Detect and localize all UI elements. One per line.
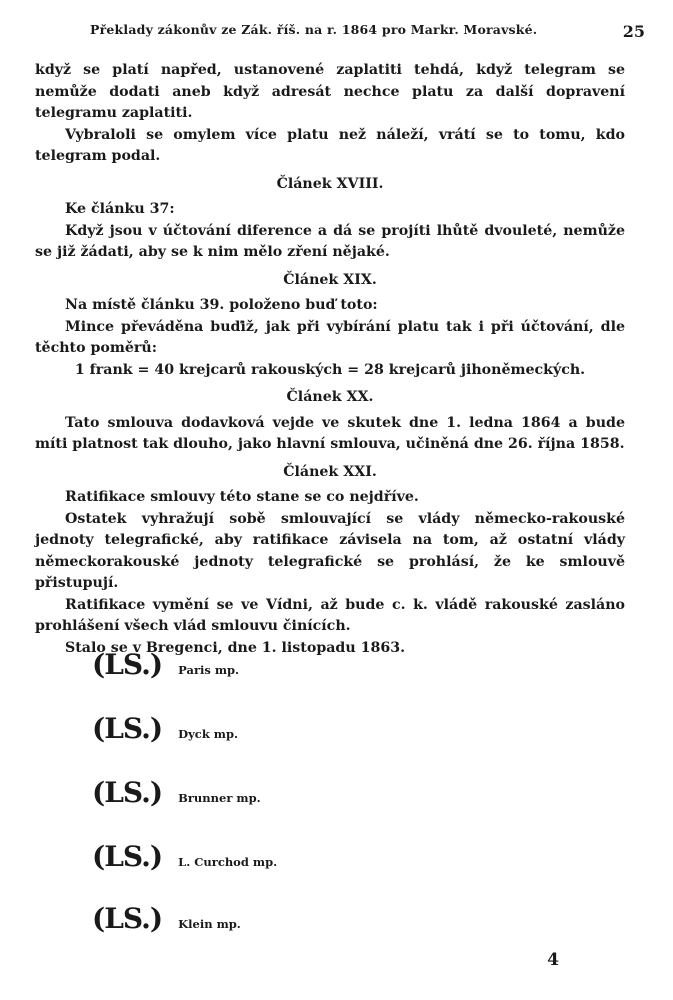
signatory-name: Paris mp. xyxy=(178,663,240,677)
paragraph: Mince převáděna buďiž, jak při vybírání platu tak i při účtování, dle těchto poměrů: xyxy=(35,318,625,356)
paragraph: Ostatek vyhražují sobě smlouvající se vlády německo-rakouské jednoty telegrafické, aby ratifikace závisela na tom, až ostatní vlády německorakouské jednoty telegrafické se prohlásí, že ke smlouvě přistupují. xyxy=(35,510,625,591)
signature-block xyxy=(92,776,261,809)
paragraph: Když jsou v účtování diference a dá se projíti lhůtě dvouleté, nemůže se již žádati, aby se k nim mělo zření nějaké. xyxy=(35,222,625,260)
seal-mark: (LS.) xyxy=(92,776,163,809)
paragraph: Tato smlouva dodavková vejde ve skutek dne 1. ledna 1864 a bude míti platnost tak dlouho, jako hlavní smlouva, učiněná dne 26. října 1858. xyxy=(35,414,625,452)
article-heading: Článek XXI. xyxy=(283,463,377,480)
signatory-name: Brunner mp. xyxy=(178,791,261,805)
signatory-name: L. Curchod mp. xyxy=(178,855,278,869)
seal-mark: (LS.) xyxy=(92,648,163,681)
seal-mark: (LS.) xyxy=(92,902,163,935)
seal-mark: (LS.) xyxy=(92,712,163,745)
page-number: 25 xyxy=(622,22,645,41)
paragraph: Vybraloli se omylem více platu než náleží, vrátí se to tomu, kdo telegram podal. xyxy=(35,126,625,164)
running-header: Překlady zákonův ze Zák. říš. na r. 1864 pro Markr. Moravské. xyxy=(90,22,538,37)
paragraph: když se platí napřed, ustanovené zaplatiti tehdá, když telegram se nemůže dodati aneb když adresát nechce platu za další dopravení telegramu zaplatiti. xyxy=(35,62,625,121)
paragraph: Na místě článku 39. položeno buď toto: xyxy=(65,297,378,313)
signature-block xyxy=(92,648,239,681)
signature-block xyxy=(92,840,277,873)
paragraph: Ratifikace smlouvy této stane se co nejdříve. xyxy=(65,489,419,505)
article-heading: Článek XIX. xyxy=(283,271,377,288)
paragraph: Ratifikace vymění se ve Vídni, až bude c. k. vládě rakouské zasláno prohlášení všech vlád smlouvu činících. xyxy=(35,596,625,634)
signature-block xyxy=(92,712,238,745)
document-body xyxy=(35,60,625,659)
seal-mark: (LS.) xyxy=(92,840,163,873)
paragraph: Stalo se v Bregenci, dne 1. listopadu 1863. xyxy=(65,639,406,656)
signatory-name: Dyck mp. xyxy=(178,727,238,741)
signatory-name: Klein mp. xyxy=(178,917,241,931)
signature-mark: 4 xyxy=(547,950,559,970)
article-heading: Článek XX. xyxy=(286,389,374,405)
article-heading: Článek XVIII. xyxy=(276,175,384,192)
conversion-line: 1 frank = 40 krejcarů rakouských = 28 krejcarů jihoněmeckých. xyxy=(74,361,586,378)
paragraph: Ke článku 37: xyxy=(65,201,175,217)
signature-block xyxy=(92,902,241,935)
